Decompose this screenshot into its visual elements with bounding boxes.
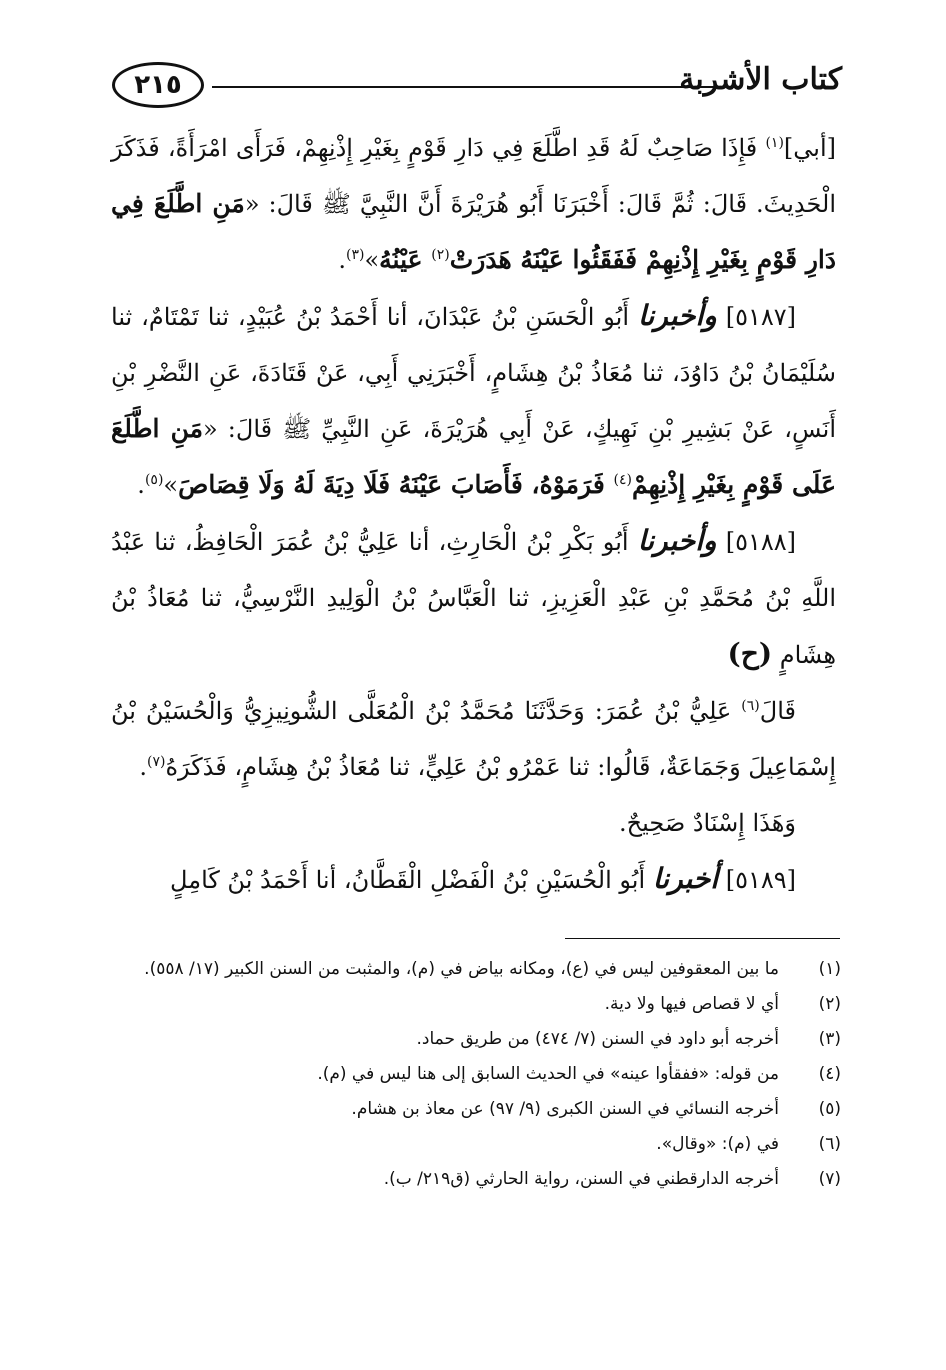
footnote-1: [106, 953, 841, 985]
isnad-continuation: [111, 683, 836, 795]
grading-statement: وَهَذَا إِسْنَادٌ صَحِيحٌ.: [618, 809, 796, 837]
bracketed-word: [أبي]: [783, 134, 836, 162]
footnote-2: [106, 988, 841, 1020]
main-text: [111, 120, 836, 908]
closing-quote: »: [364, 246, 380, 274]
footnote-text: أخرجه أبو داود في السنن (٧/ ٤٧٤) من طريق حماد.: [416, 1029, 779, 1049]
isnad-text: أَبُو بَكْرِ بْنُ الْحَارِثِ، أنا عَلِيُّ بْنُ عُمَرَ الْحَافِظُ، ثنا عَبْدُ اللَّهِ بْنُ مُحَمَّدِ بْنِ عَبْدِ الْعَزِيزِ، ثنا الْعَبَّاسُ بْنُ الْوَلِيدِ النَّرْسِيُّ، ثنا مُعَاذُ بْنُ هِشَامٍ: [111, 528, 836, 669]
akhbarana-word: وأخبرنا: [637, 524, 717, 557]
qala-word: قَالَ: [759, 697, 796, 725]
isnad-text: عَلِيُّ بْنُ عُمَرَ: وَحَدَّثَنَا مُحَمَّدُ بْنُ الْمُعَلَّى الشُّونِيزِيُّ وَالْحُسَيْنُ بْنُ إِسْمَاعِيلَ وَجَمَاعَةٌ، قَالُوا: ثنا عَمْرُو بْنُ عَلِيٍّ، ثنا مُعَاذُ بْنُ هِشَامٍ، فَذَكَرَهُ: [111, 697, 836, 781]
footnote-text: أي لا قصاص فيها ولا دية.: [604, 994, 779, 1014]
footnote-4: [106, 1058, 841, 1090]
footnote-number: (٣): [818, 1029, 841, 1049]
hadith-text: مَنِ اطَّلَعَ فِي دَارِ قَوْمٍ بِغَيْرِ إِذْنِهِمْ فَفَقَئُوا عَيْنَهُ هَدَرَتْ: [111, 189, 836, 274]
footnote-ref-3: (٣): [346, 247, 365, 263]
footnote-text: من قوله: «ففقأوا عينه» في الحديث السابق إلى هنا ليس في (م).: [317, 1064, 779, 1084]
akhbarana-word: أخبرنا: [652, 862, 719, 895]
paragraph-continuation: [111, 120, 836, 288]
footnote-divider: [565, 938, 840, 939]
footnote-3: [106, 1023, 841, 1055]
hadith-text: مَنِ اطَّلَعَ عَلَى قَوْمٍ بِغَيْرِ إِذْنِهِمْ: [111, 414, 836, 499]
footnote-ref-7: (٧): [146, 754, 166, 770]
footnote-number: (١): [818, 959, 841, 979]
footnote-number: (٢): [818, 994, 841, 1014]
footnote-ref-5: (٥): [144, 472, 164, 488]
hadith-5189: [111, 851, 836, 908]
footnotes: [106, 953, 841, 1198]
page-header: [112, 58, 842, 118]
closing-quote: »: [163, 471, 179, 499]
header-divider: [212, 86, 734, 88]
page-number: ٢١٥: [112, 62, 204, 108]
footnote-number: (٥): [818, 1099, 841, 1119]
period: .: [139, 753, 147, 781]
period: .: [338, 246, 346, 274]
footnote-ref-6: (٦): [741, 698, 760, 714]
hadith-text-end: عَيْنُهُ: [379, 245, 432, 274]
footnote-number: (٦): [818, 1134, 841, 1154]
footnote-ref-1: (١): [765, 135, 784, 151]
period: .: [137, 471, 145, 499]
hadith-text-end: فَرَمَوْهُ، فَأَصَابَ عَيْنَهُ فَلَا دِيَةَ لَهُ وَلَا قِصَاصَ: [178, 470, 614, 499]
footnote-text: ما بين المعقوفين ليس في (ع)، ومكانه بياض في (م)، والمثبت من السنن الكبير (١٧/ ٥٥٨).: [144, 959, 779, 979]
footnote-text: أخرجه النسائي في السنن الكبرى (٩/ ٩٧) عن معاذ بن هشام.: [351, 1099, 779, 1119]
isnad-text: أَبُو الْحُسَيْنِ بْنُ الْفَضْلِ الْقَطَّانُ، أنا أَحْمَدُ بْنُ كَامِلٍ: [170, 866, 653, 894]
hadith-5187: [111, 288, 836, 513]
footnote-number: (٧): [818, 1169, 841, 1189]
akhbarana-word: وأخبرنا: [637, 299, 717, 332]
footnote-5: [106, 1093, 841, 1125]
tahwil-symbol: (ح): [727, 637, 773, 670]
footnote-6: [106, 1128, 841, 1160]
footnote-ref-4: (٤): [613, 472, 632, 488]
chapter-title: كتاب الأشربة: [679, 62, 842, 97]
isnad-text: أَبُو الْحَسَنِ بْنُ عَبْدَانَ، أنا أَحْمَدُ بْنُ عُبَيْدٍ، ثنا تَمْتَامٌ، ثنا سُلَيْمَانُ بْنُ دَاوُدَ، ثنا مُعَاذُ بْنُ هِشَامٍ، أَخْبَرَنِي أَبِي، عَنْ قَتَادَةَ، عَنِ النَّضْرِ بْنِ أَنَسٍ، عَنْ بَشِيرِ بْنِ نَهِيكٍ، عَنْ أَبِي هُرَيْرَةَ، عَنِ النَّبِيِّ ﷺ قَالَ: «: [111, 303, 836, 443]
hadith-number: [٥١٨٩]: [718, 866, 796, 894]
narration-text: فَإِذَا صَاحِبٌ لَهُ قَدِ اطَّلَعَ فِي دَارِ قَوْمٍ بِغَيْرِ إِذْنِهِمْ، فَرَأَى امْرَأَةً، فَذَكَرَ الْحَدِيثَ. قَالَ: ثُمَّ قَالَ: أَخْبَرَنَا أَبُو هُرَيْرَةَ أَنَّ النَّبِيَّ ﷺ قَالَ: «: [111, 134, 837, 218]
footnote-number: (٤): [818, 1064, 841, 1084]
hadith-number: [٥١٨٧]: [716, 303, 796, 331]
footnote-text: أخرجه الدارقطني في السنن، رواية الحارثي (ق٢١٩/ ب).: [383, 1169, 779, 1189]
footnote-7: [106, 1163, 841, 1195]
hadith-5188: [111, 513, 836, 683]
footnote-text: في (م): «وقال».: [656, 1134, 779, 1154]
footnote-ref-2: (٢): [431, 247, 450, 263]
hadith-number: [٥١٨٨]: [716, 528, 796, 556]
